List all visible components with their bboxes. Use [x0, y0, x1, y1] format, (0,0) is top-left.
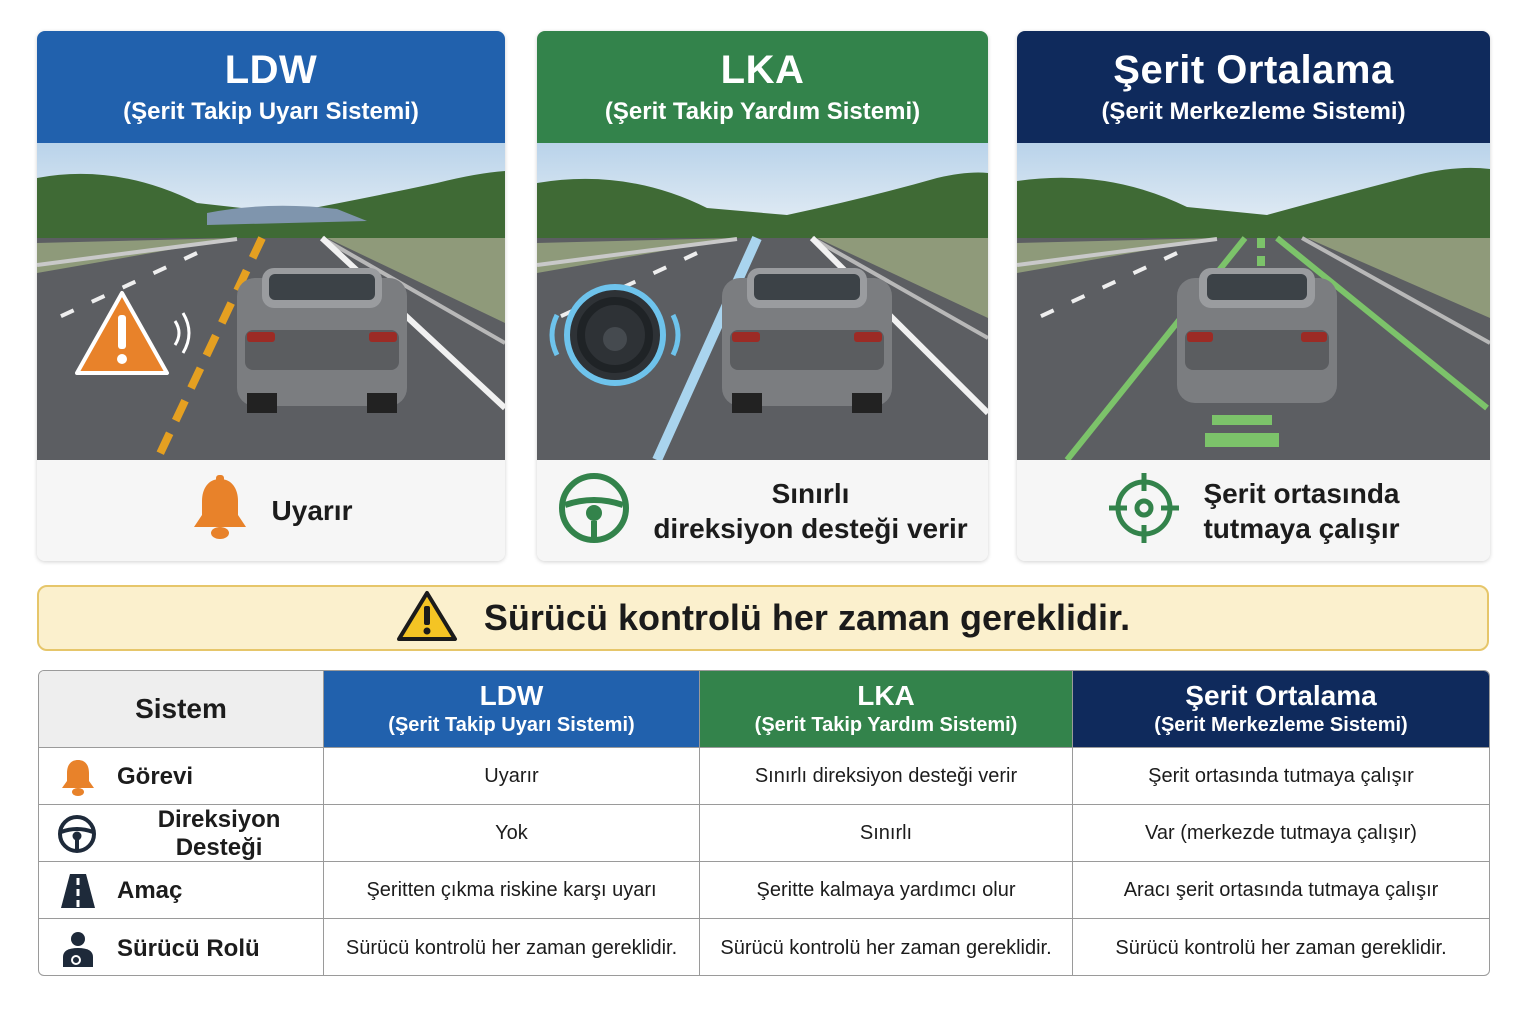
road-scene-image: [537, 143, 988, 460]
driver-control-banner: [37, 585, 1489, 651]
bell-icon: [190, 475, 250, 546]
footer-line: Şerit ortasında: [1203, 477, 1400, 509]
table-cell: Sınırlı: [700, 805, 1073, 862]
row-label-text: Sürücü Rolü: [117, 934, 260, 962]
road-icon: [53, 871, 103, 911]
card-footer: [1017, 460, 1490, 561]
table-header-lka: [700, 671, 1073, 747]
card-header: [37, 31, 505, 143]
road-scene-image: [1017, 143, 1490, 460]
row-label: [39, 805, 324, 862]
footer-line: tutmaya çalışır: [1203, 512, 1400, 544]
card-footer: [37, 460, 505, 561]
table-cell: Şerit ortasında tutmaya çalışır: [1148, 765, 1414, 787]
table-row: [39, 918, 1489, 976]
card-footer-text: [1203, 476, 1399, 546]
table-cell: Sürücü kontrolü her zaman gereklidir.: [1115, 937, 1447, 959]
table-cell: Uyarır: [324, 748, 700, 805]
row-label: [39, 748, 324, 805]
table-header-label: Sistem: [39, 671, 324, 747]
card-subtitle: (Şerit Takip Uyarı Sistemi): [123, 98, 419, 125]
table-cell: Şeritten çıkma riskine karşı uyarı: [324, 862, 700, 919]
column-subtitle: (Şerit Takip Uyarı Sistemi): [388, 714, 635, 736]
target-icon: [1107, 471, 1181, 550]
card-footer: [537, 460, 988, 561]
table-cell: Sınırlı direksiyon desteği verir: [700, 748, 1073, 805]
table-header-row: [39, 671, 1489, 747]
card-title: LKA: [720, 48, 805, 92]
card-header: [537, 31, 988, 143]
column-title: LDW: [479, 680, 544, 711]
row-label-text: Direksiyon Desteği: [157, 805, 281, 861]
column-title: LKA: [857, 680, 915, 711]
table-cell: Şeritte kalmaya yardımcı olur: [700, 862, 1073, 919]
row-label-text: Amaç: [117, 876, 183, 904]
row-label-text: Görevi: [117, 762, 194, 790]
table-header-ldw: [324, 671, 700, 747]
steering-wheel-icon: [53, 814, 101, 854]
footer-line: direksiyon desteği verir: [653, 512, 968, 544]
card-title: Şerit Ortalama: [1113, 48, 1394, 92]
card-header: [1017, 31, 1490, 143]
row-label: [39, 919, 324, 976]
table-row: [39, 861, 1489, 919]
footer-line: Uyarır: [271, 495, 353, 526]
column-subtitle: (Şerit Takip Yardım Sistemi): [754, 714, 1018, 736]
column-subtitle: (Şerit Merkezleme Sistemi): [1154, 714, 1408, 736]
comparison-table: [38, 670, 1490, 976]
card-lka: [537, 31, 988, 561]
warning-triangle-icon: [396, 590, 458, 647]
table-header-centering: [1073, 671, 1489, 747]
road-scene-image: [37, 143, 505, 460]
table-cell: Yok: [324, 805, 700, 862]
table-cell: Sürücü kontrolü her zaman gereklidir.: [700, 919, 1073, 976]
table-cell: Sürücü kontrolü her zaman gereklidir.: [324, 919, 700, 976]
card-footer-text: [272, 493, 353, 528]
card-centering: [1017, 31, 1490, 561]
row-label: [39, 862, 324, 919]
card-title: LDW: [224, 48, 318, 92]
card-ldw: [37, 31, 505, 561]
table-cell: Var (merkezde tutmaya çalışır): [1145, 822, 1417, 844]
table-row: [39, 747, 1489, 805]
steering-wheel-icon: [557, 471, 631, 550]
card-footer-text: [653, 476, 967, 546]
column-title: Şerit Ortalama: [1185, 680, 1377, 711]
card-subtitle: (Şerit Merkezleme Sistemi): [1101, 98, 1406, 125]
card-subtitle: (Şerit Takip Yardım Sistemi): [604, 98, 921, 125]
table-row: [39, 804, 1489, 862]
table-cell: Aracı şerit ortasında tutmaya çalışır: [1123, 879, 1439, 901]
driver-icon: [53, 929, 103, 969]
banner-text: Sürücü kontrolü her zaman gereklidir.: [483, 597, 1131, 638]
bell-icon: [53, 757, 103, 797]
footer-line: Sınırlı: [771, 477, 850, 509]
